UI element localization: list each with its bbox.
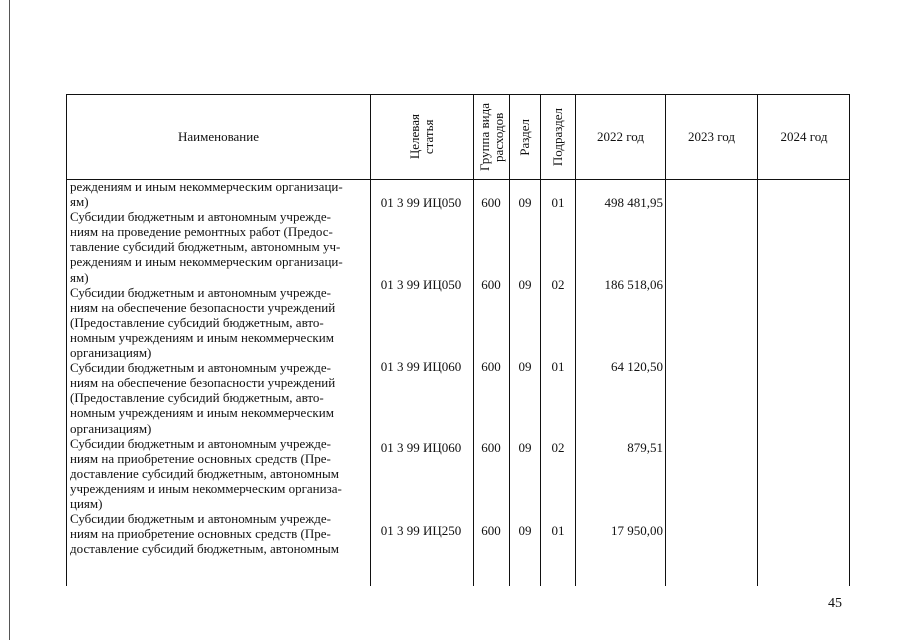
row-group: 600 (481, 195, 501, 210)
header-target-text (408, 114, 436, 159)
row-subsection: 01 (551, 523, 565, 538)
row-group: 600 (481, 523, 501, 538)
header-2023-text: 2023 год (688, 129, 735, 144)
name-line: реждениям и иным некоммерческим организаци- (70, 254, 343, 270)
row-subsection: 02 (551, 277, 565, 292)
row-subsection: 01 (551, 359, 565, 374)
header-group-line2: расходов (490, 112, 506, 162)
header-section-text: Раздел (517, 118, 532, 156)
row-group: 600 (481, 277, 501, 292)
name-line: доставление субсидий бюджетным, автономным (70, 541, 339, 557)
header-group (474, 95, 509, 179)
name-line: номным учреждениям и иным некоммерческим (70, 405, 334, 421)
name-line: Субсидии бюджетным и автономным учрежде- (70, 209, 331, 225)
row-code: 01 3 99 ИЦ250 (380, 523, 462, 538)
name-line: номным учреждениям и иным некоммерческим (70, 329, 334, 345)
row-code: 01 3 99 ИЦ060 (380, 359, 462, 374)
page-number: 45 (828, 596, 842, 611)
name-line: (Предоставление субсидий бюджетным, авто- (70, 314, 324, 330)
name-line: циям) (70, 495, 103, 511)
name-line: Субсидии бюджетным и автономным учрежде- (70, 435, 331, 451)
name-line: ям) (70, 194, 89, 210)
row-subsection: 01 (551, 195, 565, 210)
name-line: тавление субсидий бюджетным, автономным уч- (70, 239, 341, 255)
header-group-line1: Группа вида (476, 103, 492, 171)
row-code: 01 3 99 ИЦ060 (380, 440, 462, 455)
row-amount-2022: 498 481,95 (604, 195, 663, 210)
header-target-line1: Целевая (407, 114, 422, 160)
row-amount-2022: 186 518,06 (604, 277, 663, 292)
row-section: 09 (518, 195, 532, 210)
row-section: 09 (518, 277, 532, 292)
name-line: доставление субсидий бюджетным, автономным (70, 465, 339, 481)
name-line: организациям) (70, 420, 152, 436)
name-line: ниям на приобретение основных средств (Пре- (70, 526, 331, 542)
row-code: 01 3 99 ИЦ050 (380, 277, 462, 292)
page-margin-line (9, 0, 10, 640)
name-line: ниям на проведение ремонтных работ (Предос- (70, 224, 333, 240)
row-section: 09 (518, 440, 532, 455)
header-target (371, 95, 473, 179)
header-2022-text: 2022 год (597, 129, 644, 144)
row-section: 09 (518, 523, 532, 538)
row-amount-2022: 17 950,00 (611, 523, 663, 538)
name-line: ниям на обеспечение безопасности учреждений (70, 375, 336, 391)
header-name-text: Наименование (178, 129, 259, 144)
name-line: (Предоставление субсидий бюджетным, авто- (70, 390, 324, 406)
header-section (510, 95, 540, 179)
row-code: 01 3 99 ИЦ050 (380, 195, 462, 210)
row-amount-2022: 64 120,50 (611, 359, 663, 374)
name-line: ям) (70, 269, 89, 285)
header-group-text (478, 103, 506, 171)
header-subsection-text: Подраздел (550, 107, 565, 167)
header-name (67, 95, 370, 179)
name-line: Субсидии бюджетным и автономным учрежде- (70, 360, 331, 376)
name-line: Субсидии бюджетным и автономным учрежде- (70, 511, 331, 527)
name-line: ниям на приобретение основных средств (Пре- (70, 450, 331, 466)
header-2023 (666, 95, 757, 179)
row-amount-2022: 879,51 (627, 440, 663, 455)
header-subsection (541, 95, 575, 179)
name-column-text (70, 179, 367, 556)
header-2024 (758, 95, 850, 179)
budget-table (66, 94, 850, 586)
name-line: ниям на обеспечение безопасности учреждений (70, 299, 336, 315)
row-section: 09 (518, 359, 532, 374)
row-subsection: 02 (551, 440, 565, 455)
row-group: 600 (481, 440, 501, 455)
name-line: учреждениям и иным некоммерческим организа- (70, 480, 342, 496)
name-line: реждениям и иным некоммерческим организаци- (70, 179, 343, 194)
header-2024-text: 2024 год (780, 129, 828, 144)
name-line: организациям) (70, 345, 152, 361)
name-line: Субсидии бюджетным и автономным учрежде- (70, 284, 331, 300)
header-target-line2: статья (421, 119, 436, 155)
row-group: 600 (481, 359, 501, 374)
header-2022 (576, 95, 665, 179)
